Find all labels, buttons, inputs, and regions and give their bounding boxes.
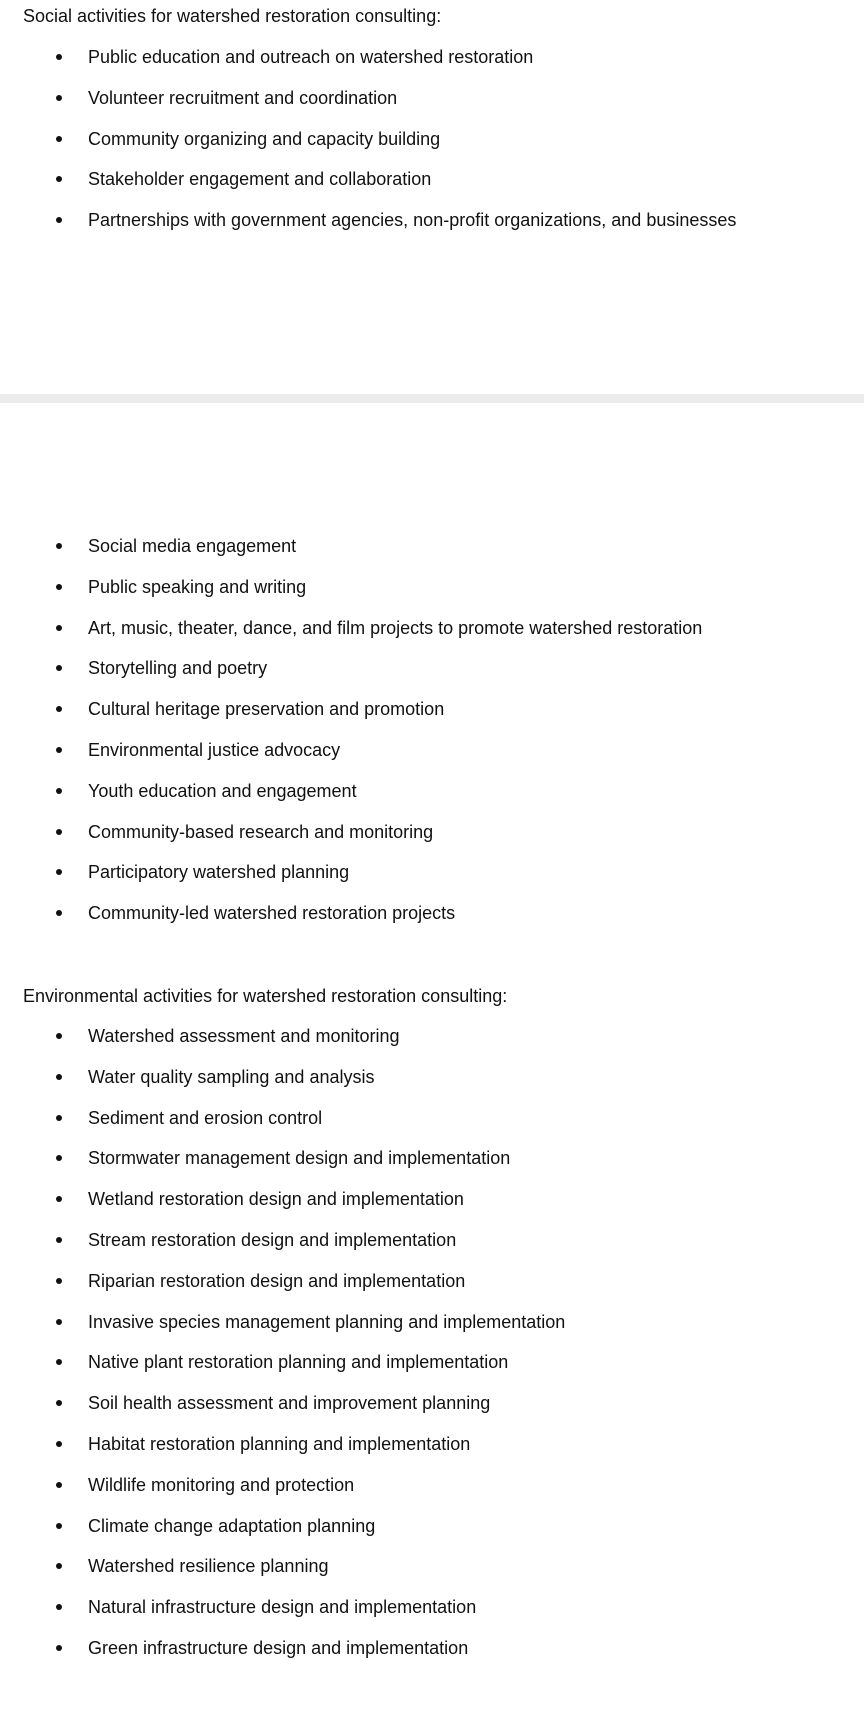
bullet-icon bbox=[56, 747, 62, 753]
list-item bbox=[0, 1597, 565, 1638]
bullet-icon bbox=[56, 584, 62, 590]
social-activities-heading: Social activities for watershed restoration consulting: bbox=[23, 6, 442, 26]
list-item-text: Art, music, theater, dance, and film projects to promote watershed restoration bbox=[88, 617, 703, 638]
social-activities-list-page1 bbox=[0, 47, 736, 251]
list-item-text: Public speaking and writing bbox=[88, 576, 307, 597]
bullet-icon bbox=[56, 217, 62, 223]
list-item bbox=[0, 1067, 565, 1108]
list-item-text: Youth education and engagement bbox=[88, 780, 357, 801]
list-item bbox=[0, 1556, 565, 1597]
list-item bbox=[0, 740, 702, 781]
bullet-icon bbox=[56, 1237, 62, 1243]
list-item bbox=[0, 210, 736, 251]
bullet-icon bbox=[56, 1400, 62, 1406]
bullet-icon bbox=[56, 1033, 62, 1039]
list-item bbox=[0, 618, 702, 659]
list-item bbox=[0, 781, 702, 822]
bullet-icon bbox=[56, 136, 62, 142]
list-item bbox=[0, 1434, 565, 1475]
bullet-icon bbox=[56, 1074, 62, 1080]
list-item bbox=[0, 1393, 565, 1434]
list-item-text: Stream restoration design and implementation bbox=[88, 1229, 457, 1250]
list-item bbox=[0, 1026, 565, 1067]
bullet-icon bbox=[56, 1441, 62, 1447]
list-item bbox=[0, 1638, 565, 1679]
list-item bbox=[0, 903, 702, 944]
list-item bbox=[0, 1352, 565, 1393]
list-item-text: Stormwater management design and implementation bbox=[88, 1148, 511, 1169]
list-item bbox=[0, 47, 736, 88]
list-item bbox=[0, 1230, 565, 1271]
list-item bbox=[0, 1108, 565, 1149]
social-activities-list-page2 bbox=[0, 536, 702, 944]
list-item-text: Participatory watershed planning bbox=[88, 862, 350, 883]
list-item-text: Environmental justice advocacy bbox=[88, 739, 341, 760]
list-item bbox=[0, 1148, 565, 1189]
list-item bbox=[0, 862, 702, 903]
bullet-icon bbox=[56, 665, 62, 671]
bullet-icon bbox=[56, 1523, 62, 1529]
bullet-icon bbox=[56, 54, 62, 60]
list-item-text: Community-led watershed restoration projects bbox=[88, 903, 456, 924]
bullet-icon bbox=[56, 1278, 62, 1284]
list-item-text: Water quality sampling and analysis bbox=[88, 1066, 375, 1087]
list-item-text: Native plant restoration planning and implementation bbox=[88, 1352, 509, 1373]
bullet-icon bbox=[56, 869, 62, 875]
list-item bbox=[0, 1475, 565, 1516]
bullet-icon bbox=[56, 1482, 62, 1488]
bullet-icon bbox=[56, 1359, 62, 1365]
list-item bbox=[0, 129, 736, 170]
bullet-icon bbox=[56, 1645, 62, 1651]
bullet-icon bbox=[56, 1115, 62, 1121]
list-item-text: Social media engagement bbox=[88, 536, 297, 556]
bullet-icon bbox=[56, 176, 62, 182]
list-item bbox=[0, 1271, 565, 1312]
list-item bbox=[0, 1312, 565, 1353]
bullet-icon bbox=[56, 1604, 62, 1610]
list-item-text: Wildlife monitoring and protection bbox=[88, 1474, 355, 1495]
list-item bbox=[0, 169, 736, 210]
list-item-text: Storytelling and poetry bbox=[88, 658, 268, 679]
list-item-text: Volunteer recruitment and coordination bbox=[88, 87, 398, 108]
bullet-icon bbox=[56, 1319, 62, 1325]
list-item bbox=[0, 88, 736, 129]
list-item bbox=[0, 699, 702, 740]
bullet-icon bbox=[56, 1196, 62, 1202]
bullet-icon bbox=[56, 625, 62, 631]
bullet-icon bbox=[56, 95, 62, 101]
list-item-text: Watershed assessment and monitoring bbox=[88, 1026, 400, 1046]
list-item-text: Wetland restoration design and implementation bbox=[88, 1189, 464, 1210]
bullet-icon bbox=[56, 706, 62, 712]
list-item-text: Watershed resilience planning bbox=[88, 1556, 329, 1577]
list-item bbox=[0, 1189, 565, 1230]
list-item-text: Climate change adaptation planning bbox=[88, 1515, 376, 1536]
list-item-text: Soil health assessment and improvement planning bbox=[88, 1393, 491, 1414]
list-item-text: Stakeholder engagement and collaboration bbox=[88, 169, 432, 190]
list-item-text: Natural infrastructure design and implementation bbox=[88, 1597, 477, 1618]
list-item bbox=[0, 1516, 565, 1557]
page-break-divider bbox=[0, 394, 864, 403]
list-item-text: Community organizing and capacity building bbox=[88, 128, 441, 149]
list-item-text: Public education and outreach on watershed restoration bbox=[88, 47, 534, 67]
bullet-icon bbox=[56, 788, 62, 794]
list-item-text: Invasive species management planning and implementation bbox=[88, 1311, 566, 1332]
list-item-text: Partnerships with government agencies, non-profit organizations, and businesses bbox=[88, 210, 737, 231]
list-item bbox=[0, 822, 702, 863]
environmental-activities-list bbox=[0, 1026, 565, 1679]
environmental-activities-heading: Environmental activities for watershed restoration consulting: bbox=[23, 986, 508, 1006]
list-item-text: Green infrastructure design and implementation bbox=[88, 1637, 469, 1658]
list-item-text: Cultural heritage preservation and promotion bbox=[88, 699, 445, 720]
list-item-text: Sediment and erosion control bbox=[88, 1107, 323, 1128]
list-item-text: Riparian restoration design and implementation bbox=[88, 1270, 466, 1291]
bullet-icon bbox=[56, 1155, 62, 1161]
bullet-icon bbox=[56, 910, 62, 916]
list-item bbox=[0, 658, 702, 699]
list-item bbox=[0, 577, 702, 618]
bullet-icon bbox=[56, 829, 62, 835]
bullet-icon bbox=[56, 543, 62, 549]
list-item bbox=[0, 536, 702, 577]
list-item-text: Habitat restoration planning and implementation bbox=[88, 1433, 471, 1454]
list-item-text: Community-based research and monitoring bbox=[88, 821, 434, 842]
bullet-icon bbox=[56, 1563, 62, 1569]
